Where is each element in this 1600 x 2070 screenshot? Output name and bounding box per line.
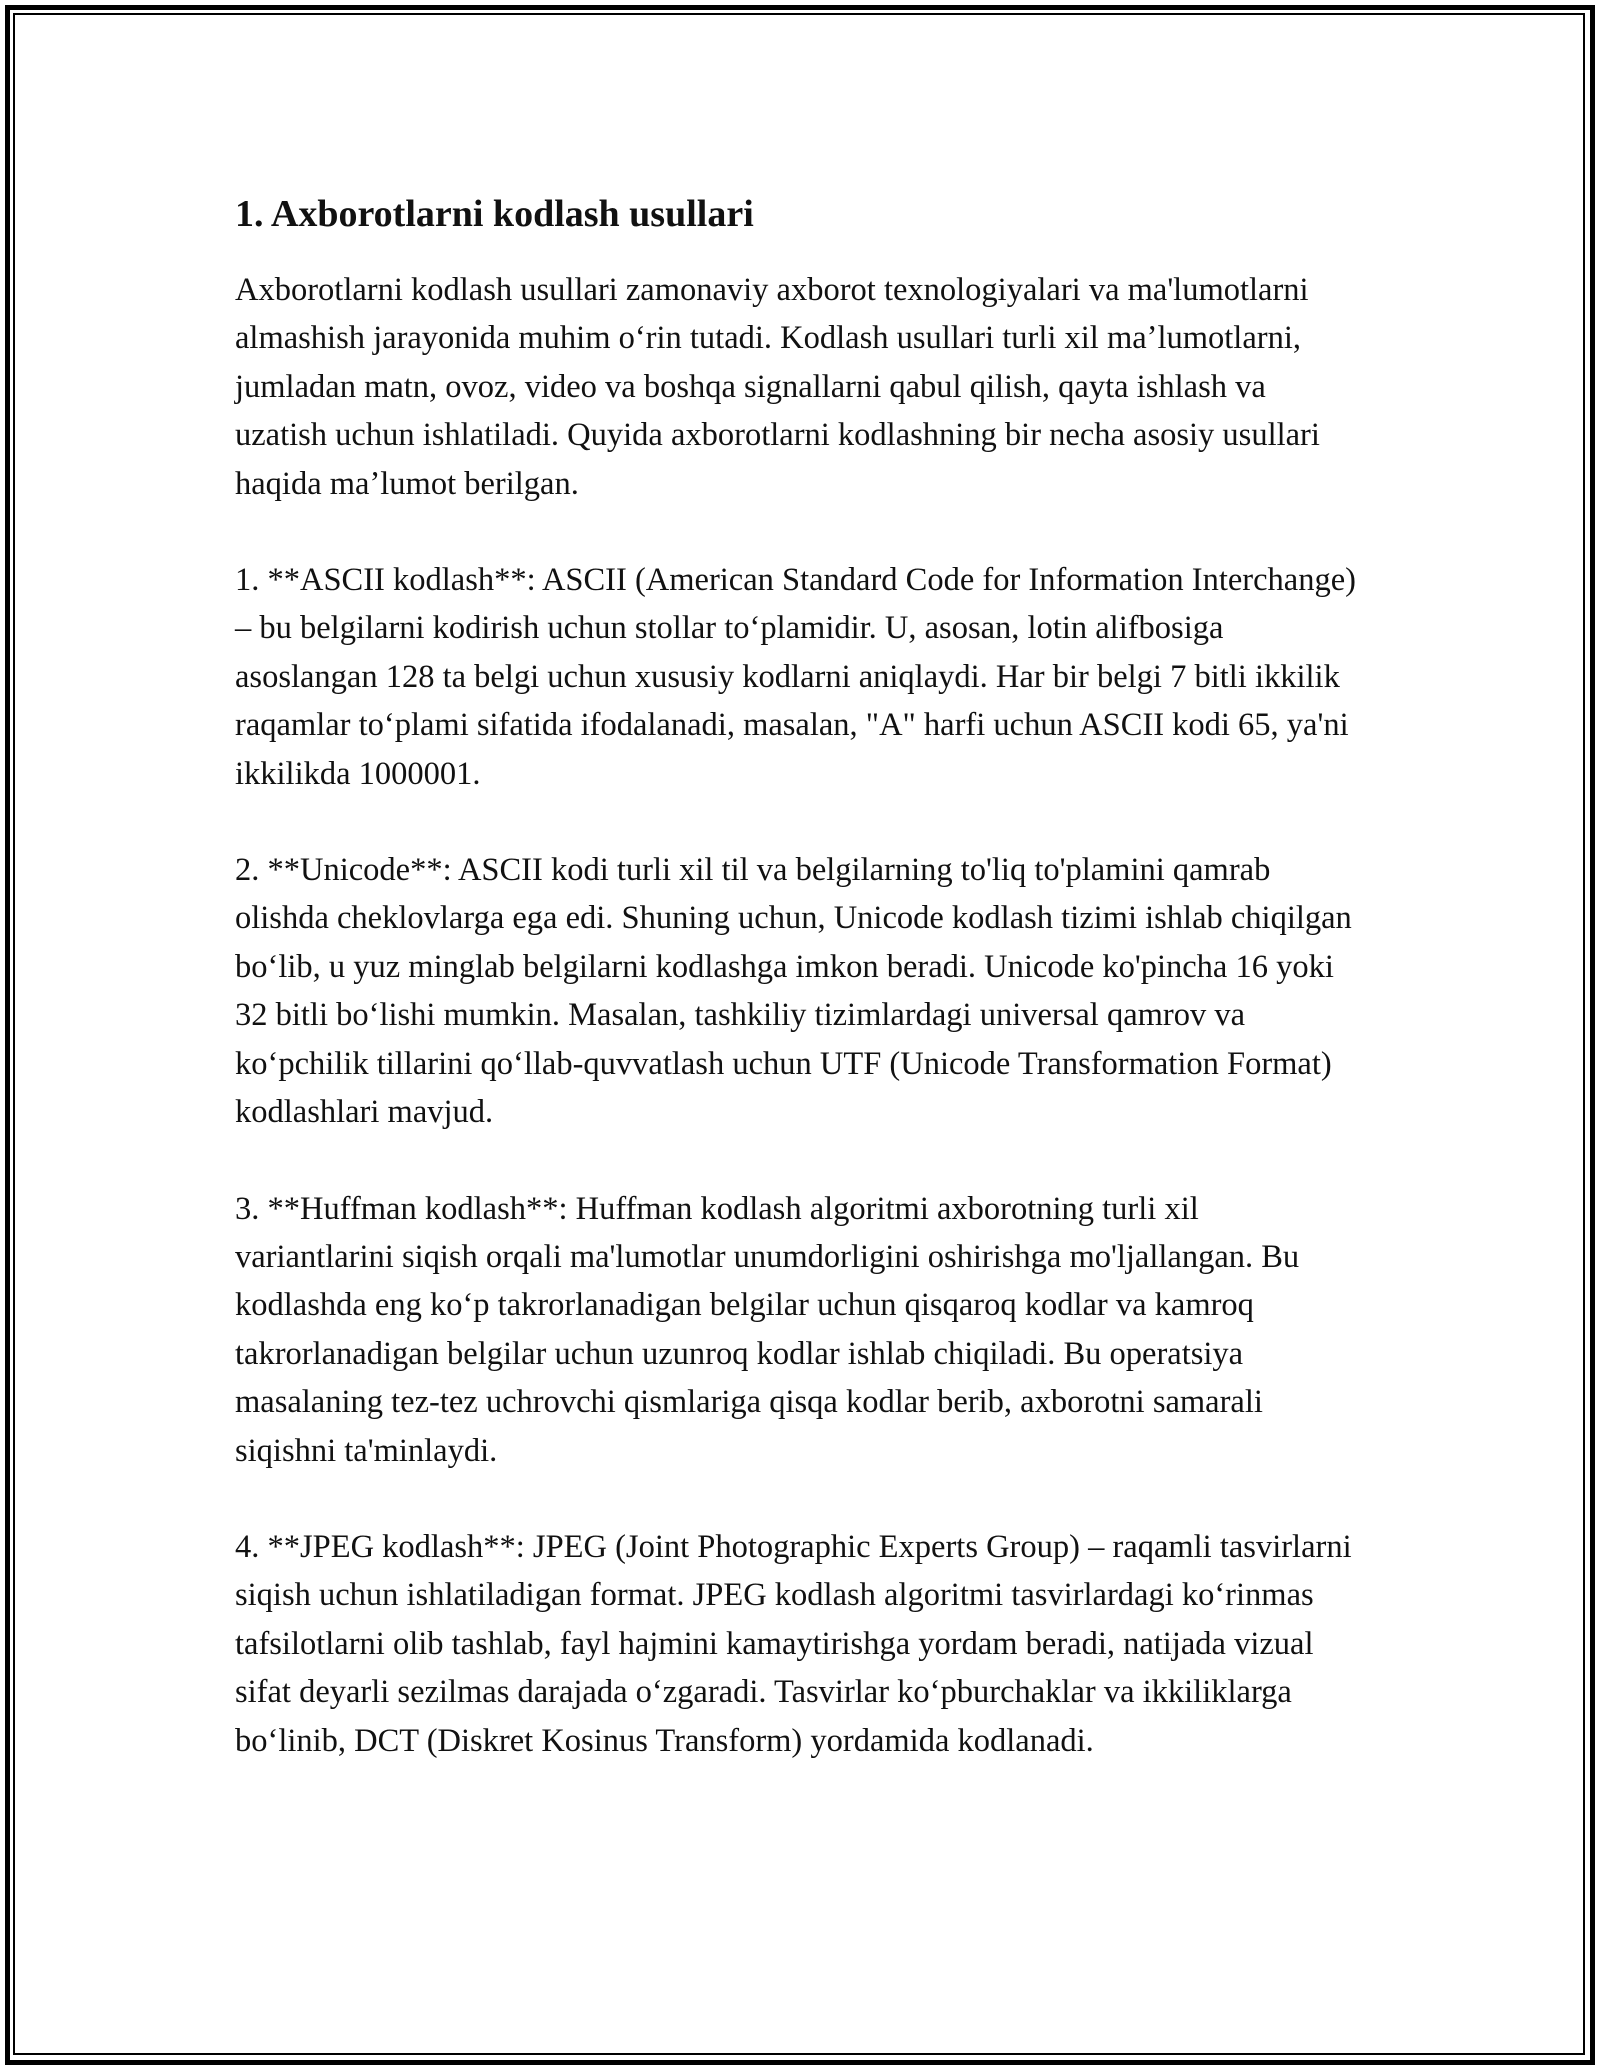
- document-body: [235, 188, 1365, 1813]
- paragraph-ascii: 1. **ASCII kodlash**: ASCII (American Standard Code for Information Interchange) – bu belgilarni kodirish uchun stollar toʻplamidir. U, asosan, lotin alifbosiga asoslangan 128 ta belgi uchun xususiy kodlarni aniqlaydi. Har bir belgi 7 bitli ikkilik raqamlar toʻplami sifatida ifodalanadi, masalan, "A" harfi uchun ASCII kodi 65, ya'ni ikkilikda 1000001.: [235, 562, 1356, 792]
- intro-paragraph: Axborotlarni kodlash usullari zamonaviy axborot texnologiyalari va ma'lumotlarni almashish jarayonida muhim oʻrin tutadi. Kodlash usullari turli xil maʼlumotlarni, jumladan matn, ovoz, video va boshqa signallarni qabul qilish, qayta ishlash va uzatish uchun ishlatiladi. Quyida axborotlarni kodlashning bir necha asosiy usullari haqida maʼlumot berilgan.: [235, 272, 1320, 502]
- paragraph-jpeg: 4. **JPEG kodlash**: JPEG (Joint Photographic Experts Group) – raqamli tasvirlarni siqish uchun ishlatiladigan format. JPEG kodlash algoritmi tasvirlardagi koʻrinmas tafsilotlarni olib tashlab, fayl hajmini kamaytirishga yordam beradi, natijada vizual sifat deyarli sezilmas darajada oʻzgaradi. Tasvirlar koʻpburchaklar va ikkiliklarga boʻlinib, DCT (Diskret Kosinus Transform) yordamida kodlanadi.: [235, 1528, 1352, 1759]
- paragraph-unicode: 2. **Unicode**: ASCII kodi turli xil til va belgilarning to'liq to'plamini qamrab olishda cheklovlarga ega edi. Shuning uchun, Unicode kodlash tizimi ishlab chiqilgan boʻlib, u yuz minglab belgilarni kodlashga imkon beradi. Unicode ko'pincha 16 yoki 32 bitli boʻlishi mumkin. Masalan, tashkiliy tizimlardagi universal qamrov va koʻpchilik tillarini qoʻllab-quvvatlash uchun UTF (Unicode Transformation Format) kodlashlari mavjud.: [235, 852, 1352, 1131]
- paragraph-huffman: 3. **Huffman kodlash**: Huffman kodlash algoritmi axborotning turli xil variantlarini siqish orqali ma'lumotlar unumdorligini oshirishga mo'ljallangan. Bu kodlashda eng koʻp takrorlanadigan belgilar uchun qisqaroq kodlar va kamroq takrorlanadigan belgilar uchun uzunroq kodlar ishlab chiqiladi. Bu operatsiya masalaning tez-tez uchrovchi qismlariga qisqa kodlar berib, axborotni samarali siqishni ta'minlaydi.: [235, 1190, 1300, 1469]
- section-heading: 1. Axborotlarni kodlash usullari: [235, 193, 754, 235]
